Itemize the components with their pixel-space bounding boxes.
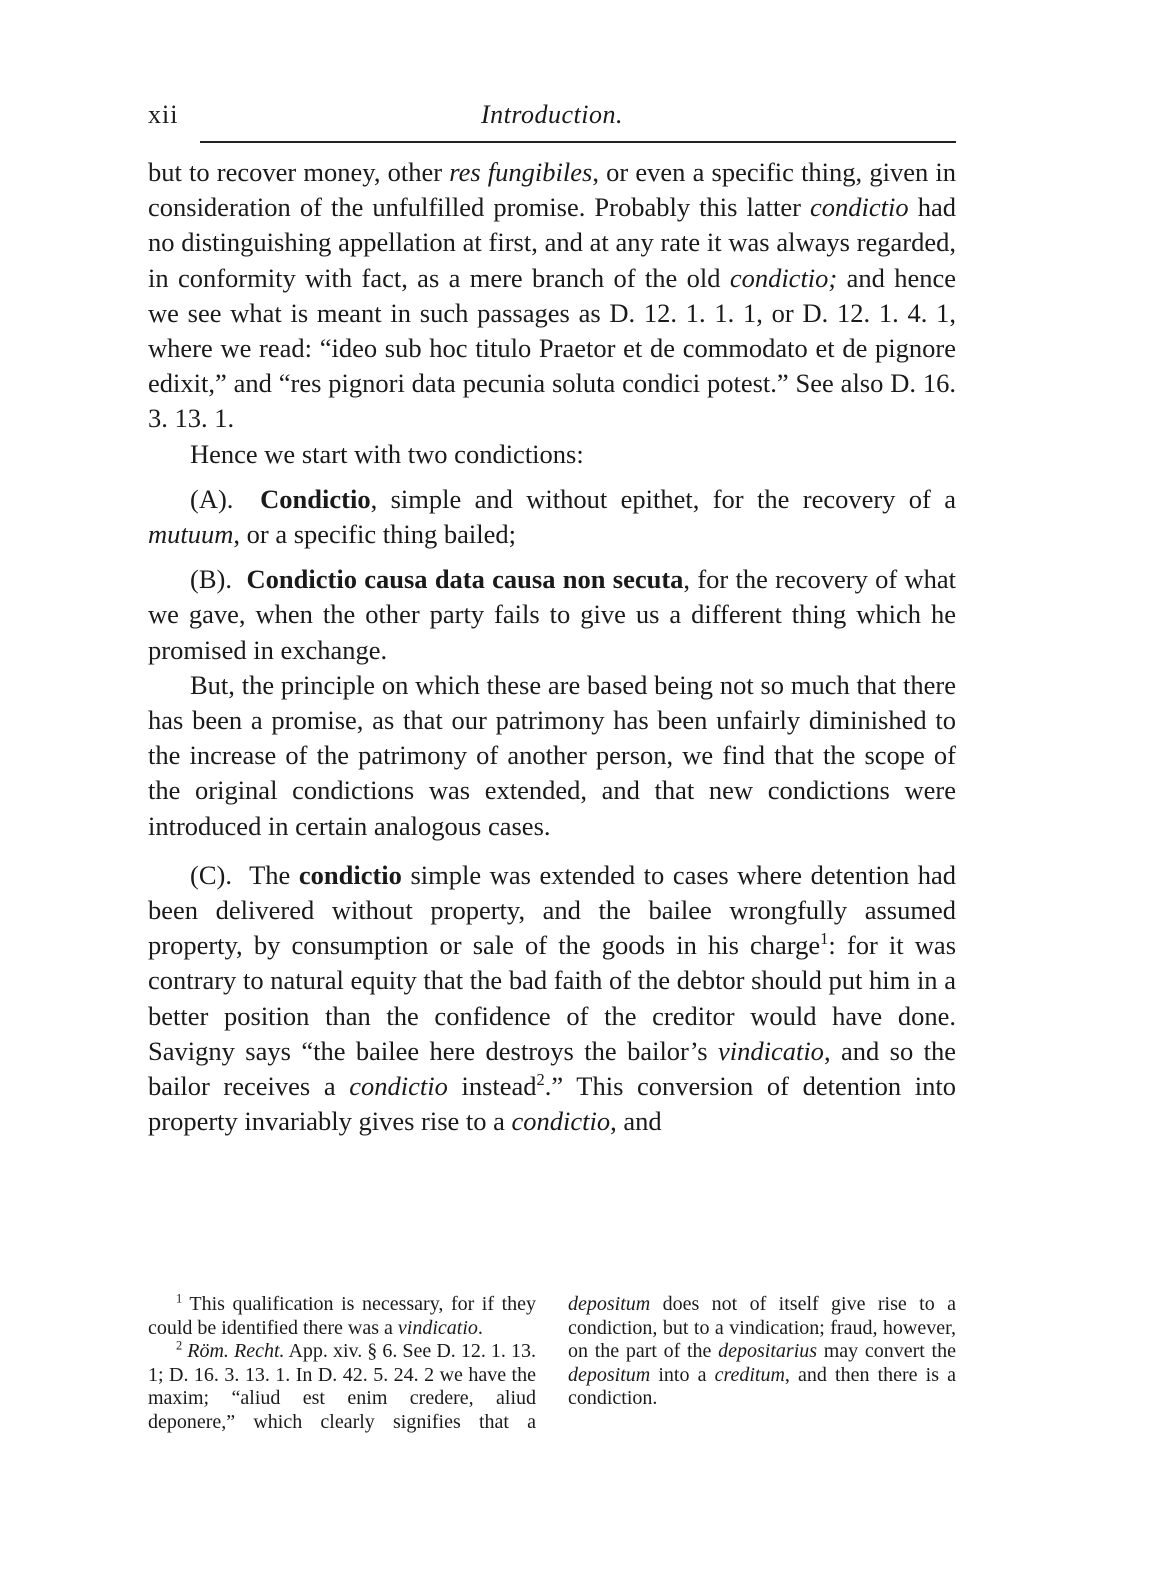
- latin-term: mutuum: [148, 519, 234, 550]
- footnotes: [148, 1293, 956, 1434]
- footnote-mark: 2: [176, 1338, 183, 1353]
- latin-term: depositum: [568, 1293, 651, 1315]
- paragraph-condiction-c: (C). The condictio simple was extended to cases where detention had been delivered without property, and the bailee wrongfully assumed property, by consumption or sale of the goods in his charge$^1$: for it was contrary to natural equity that the bad faith of the debtor should put him in a better position than the confidence of the creditor would have done. Savigny says “the bailee here destroys the bailor’s vindicatio, and so the bailor receives a condictio instead$^2$.” This conversion of detention into property invariably gives rise to a condictio, and: [148, 859, 957, 1137]
- item-label: (A).: [190, 483, 234, 514]
- footnote-ref[interactable]: 1: [820, 929, 829, 949]
- latin-term: vindicatio: [717, 1035, 824, 1066]
- bold-term: Condictio causa data causa non secuta: [246, 564, 684, 595]
- latin-term: creditum: [714, 1363, 785, 1386]
- footnote-column-left: [148, 1293, 956, 1434]
- paragraph-intro-condictions: Hence we start with two condictions:: [190, 438, 584, 469]
- running-head: Introduction.: [480, 100, 624, 129]
- latin-term: condictio: [349, 1071, 448, 1102]
- main-text: [148, 155, 956, 1139]
- latin-term: condictio;: [729, 262, 838, 293]
- latin-term: vindicatio: [397, 1316, 478, 1339]
- latin-term: condictio: [810, 192, 909, 223]
- paragraph-principle: But, the principle on which these are based being not so much that there has been a promise, as that our patrimony has been unfairly diminished to the increase of the patrimony of another person, we find that the scope of the original condictions was extended, and that new condictions were introduced in certain analogous cases.: [148, 669, 956, 841]
- footnote-mark: 1: [176, 1291, 183, 1306]
- item-label: (B).: [190, 564, 232, 595]
- latin-term: condictio: [511, 1106, 611, 1137]
- footnote-1: $^1$ This qualification is necessary, for if they could be identified there was a vindicatio.: [148, 1291, 536, 1339]
- paragraph-continuation: but to recover money, other res fungibiles, or even a specific thing, given in consideration of the unfulfilled promise. Probably this latter condictio had no distinguishing appellation at first, and at any rate it was always regarded, in conformity with fact, as a mere branch of the old condictio; and hence we see what is meant in such passages as D. 12. 1. 1. 1, or D. 12. 1. 4. 1, where we read: “ideo sub hoc titulo Praetor et de commodato et de pignore edixit,” and “res pignori data pecunia soluta condici potest.” See also D. 16. 3. 13. 1.: [148, 157, 957, 434]
- header-rule: [200, 141, 956, 143]
- page-number: xii: [148, 100, 179, 129]
- footnote-ref[interactable]: 2: [536, 1070, 545, 1090]
- book-title: Röm. Recht.: [182, 1340, 285, 1362]
- item-label: (C).: [190, 859, 232, 890]
- bold-term: condictio: [298, 859, 402, 890]
- latin-term: depositarius: [718, 1340, 818, 1362]
- latin-term: res fungibiles: [449, 157, 593, 187]
- paragraph-condiction-b: (B). Condictio causa data causa non secuta, for the recovery of what we gave, when the other party fails to give us a different thing which he promised in exchange.: [148, 564, 956, 665]
- page-header: [148, 100, 956, 140]
- footnote-2: $^2$ Röm. Recht. App. xiv. § 6. See D. 12. 1. 13. 1; D. 16. 3. 13. 1. In D. 42. 5. 24. 2 we have the maxim; “aliud est enim credere, aliud deponere,” which clearly signifies that a depositum does not of itself give rise to a condiction, but to a vindication; fraud, however, on the part of the depositarius may convert the depositum into a creditum, and then there is a condiction.: [148, 1293, 956, 1433]
- paragraph-condiction-a: (A). Condictio, simple and without epithet, for the recovery of a mutuum, or a specific thing bailed;: [148, 483, 957, 550]
- latin-term: depositum: [568, 1363, 651, 1386]
- bold-term: Condictio: [260, 483, 371, 514]
